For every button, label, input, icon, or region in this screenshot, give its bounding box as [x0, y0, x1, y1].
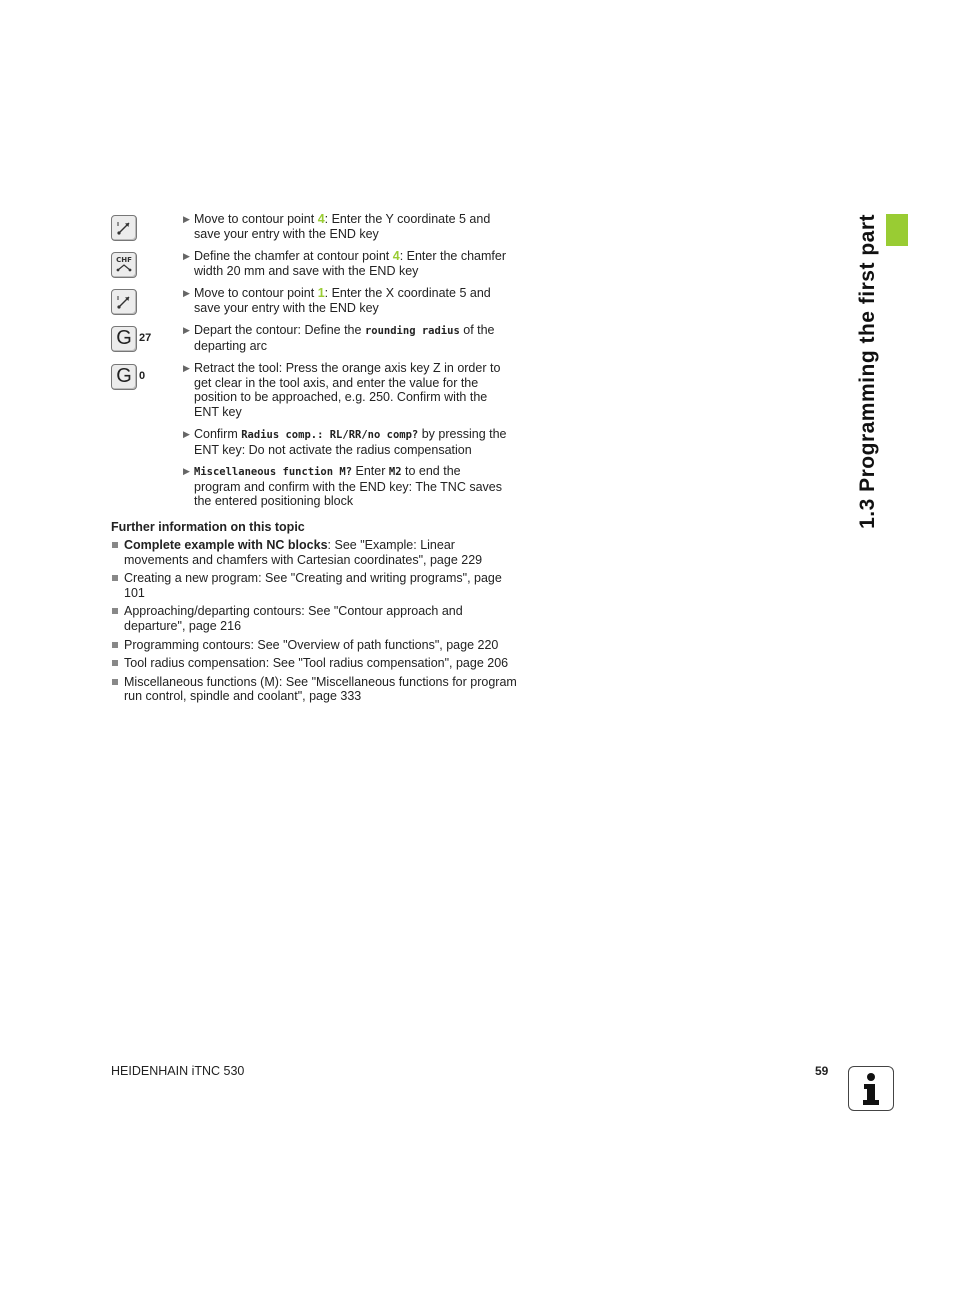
- line-key-icon: [111, 289, 137, 315]
- list-item: Tool radius compensation: See "Tool radius compensation", page 206: [111, 656, 521, 671]
- arrow-bullet-icon: ▶: [183, 251, 190, 261]
- square-bullet-icon: [112, 642, 118, 648]
- list-item: Approaching/departing contours: See "Contour approach and departure", page 216: [111, 604, 521, 633]
- arrow-bullet-icon: ▶: [183, 429, 190, 439]
- arrow-bullet-icon: ▶: [183, 466, 190, 476]
- square-bullet-icon: [112, 679, 118, 685]
- arrow-bullet-icon: ▶: [183, 288, 190, 298]
- step-description: ▶ Define the chamfer at contour point 4: Enter the chamfer width 20 mm and save with the END key: [183, 249, 506, 278]
- list-item: Miscellaneous functions (M): See "Miscellaneous functions for program run control, spindle and coolant", page 333: [111, 675, 521, 704]
- section-color-tab: [886, 214, 908, 246]
- section-side-title: [848, 214, 888, 544]
- step-description: ▶ Move to contour point 1: Enter the X coordinate 5 and save your entry with the END key: [183, 286, 491, 315]
- square-bullet-icon: [112, 608, 118, 614]
- line-key-icon: [111, 215, 137, 241]
- list-item: Complete example with NC blocks: See "Example: Linear movements and chamfers with Cartesian coordinates", page 229: [111, 538, 521, 567]
- footer-manual-name: HEIDENHAIN iTNC 530: [111, 1064, 245, 1078]
- step-description: ▶ Miscellaneous function M? Enter M2 to end the program and confirm with the END key: The TNC saves the entered positioning block: [183, 464, 502, 509]
- further-heading: Further information on this topic: [111, 520, 305, 534]
- arrow-bullet-icon: ▶: [183, 363, 190, 373]
- g-key-icon: G: [111, 364, 137, 390]
- g-key-icon: G: [111, 326, 137, 352]
- side-title-text: 1.3 Programming the first part: [856, 214, 879, 529]
- g-code-number: 0: [139, 370, 146, 382]
- arrow-bullet-icon: ▶: [183, 325, 190, 335]
- g-code-number: 27: [139, 332, 152, 344]
- step-description: ▶ Confirm Radius comp.: RL/RR/no comp? by pressing the ENT key: Do not activate the radius compensation: [183, 427, 507, 457]
- chamfer-key-icon: [111, 252, 137, 278]
- step-description: ▶ Depart the contour: Define the rounding radius of the departing arc: [183, 323, 495, 353]
- step-description: ▶ Retract the tool: Press the orange axis key Z in order to get clear in the tool axis, and enter the value for the position to be approached, e.g. 250. Confirm with the ENT key: [183, 361, 501, 419]
- page-number: 59: [815, 1064, 829, 1078]
- list-item: Creating a new program: See "Creating and writing programs", page 101: [111, 571, 521, 600]
- info-icon: [848, 1066, 894, 1111]
- square-bullet-icon: [112, 542, 118, 548]
- svg-text:CHF: CHF: [116, 256, 132, 264]
- square-bullet-icon: [112, 660, 118, 666]
- square-bullet-icon: [112, 575, 118, 581]
- step-description: ▶ Move to contour point 4: Enter the Y coordinate 5 and save your entry with the END key: [183, 212, 491, 241]
- arrow-bullet-icon: ▶: [183, 214, 190, 224]
- further-information: [111, 520, 521, 708]
- list-item: Programming contours: See "Overview of path functions", page 220: [111, 638, 521, 653]
